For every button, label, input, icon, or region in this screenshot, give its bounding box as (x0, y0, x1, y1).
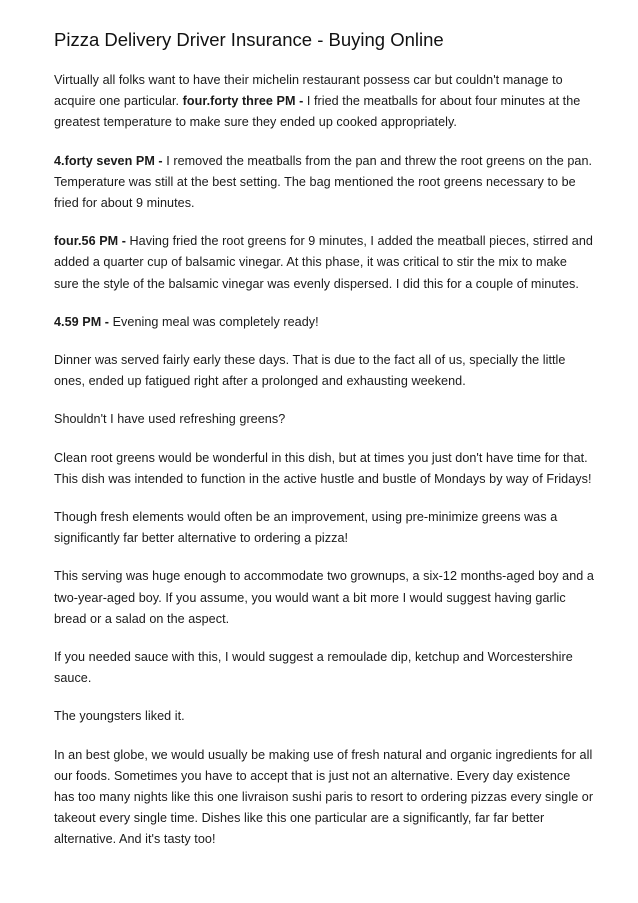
timestamp-lead: 4.59 PM - (54, 314, 113, 329)
paragraph-text: Having fried the root greens for 9 minutes, I added the meatball pieces, stirred and added a quarter cup of balsamic vinegar. At this phase, it was critical to stir the mix to make sure the style of the balsamic vinegar was evenly dispersed. I did this for a couple of minutes. (54, 234, 593, 291)
document-title: Pizza Delivery Driver Insurance - Buying Online (54, 29, 444, 50)
paragraph-3 (54, 231, 594, 295)
paragraph-text: Though fresh elements would often be an improvement, using pre-minimize greens was a significantly far better alternative to ordering a pizza! (54, 510, 558, 546)
paragraph-10 (54, 647, 594, 689)
paragraph-text: The youngsters liked it. (54, 709, 185, 724)
document-page (54, 28, 594, 868)
paragraph-5 (54, 350, 594, 392)
paragraph-text: Virtually all folks want to have their michelin restaurant possess car but couldn't manage to acquire one particular. (54, 73, 563, 109)
paragraph-9 (54, 566, 594, 630)
timestamp-lead: four.56 PM - (54, 234, 130, 249)
paragraph-8 (54, 507, 594, 549)
paragraph-1 (54, 70, 594, 134)
paragraph-6 (54, 409, 594, 430)
timestamp-lead: 4.forty seven PM - (54, 153, 167, 168)
paragraph-text: This serving was huge enough to accommodate two grownups, a six-12 months-aged boy and a two-year-aged boy. If you assume, you would want a bit more I would suggest having garlic bread or a salad on the aspect. (54, 569, 594, 626)
paragraph-text: In an best globe, we would usually be making use of fresh natural and organic ingredients for all our foods. Sometimes you have to accept that is just not an alternative. Every day existence has too many nights like this one livraison sushi paris to resort to ordering pizzas every single or takeout every single time. Dishes like this one particular are a significantly, far far better alternative. And it's tasty too! (54, 747, 594, 847)
timestamp-lead: four.forty three PM - (182, 94, 307, 109)
paragraph-7 (54, 448, 594, 490)
paragraph-12 (54, 745, 594, 851)
paragraph-text: Dinner was served fairly early these days. That is due to the fact all of us, specially the little ones, ended up fatigued right after a prolonged and exhausting weekend. (54, 353, 566, 389)
paragraph-4 (54, 312, 594, 333)
paragraph-text: I fried the meatballs for about four minutes at the greatest temperature to make sure they ended up cooked appropriately. (54, 94, 581, 130)
paragraph-11 (54, 706, 594, 727)
paragraph-text: I removed the meatballs from the pan and threw the root greens on the pan. Temperature was still at the best setting. The bag mentioned the root greens necessary to be fried for about 9 minutes. (54, 153, 593, 211)
paragraph-text: Shouldn't I have used refreshing greens? (54, 412, 286, 427)
paragraph-text: Clean root greens would be wonderful in this dish, but at times you just don't have time for that. This dish was intended to function in the active hustle and bustle of Mondays by way of Fridays! (54, 450, 592, 486)
paragraph-text: Evening meal was completely ready! (112, 314, 319, 329)
paragraph-2 (54, 151, 594, 215)
paragraph-text: If you needed sauce with this, I would suggest a remoulade dip, ketchup and Worcestershire sauce. (54, 650, 573, 686)
